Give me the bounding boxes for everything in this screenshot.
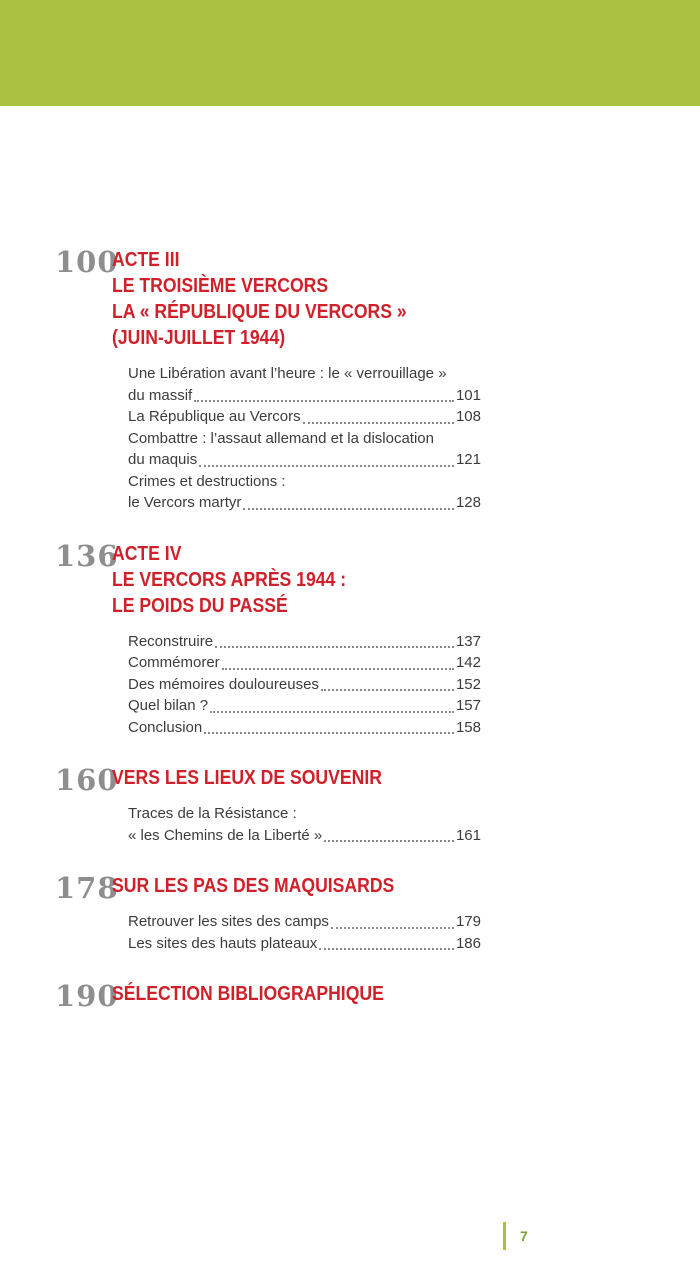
section-start-page: 160: [55, 763, 119, 797]
toc-entry: [128, 406, 481, 428]
section-heading-line: LA « RÉPUBLIQUE DU VERCORS »: [112, 301, 407, 323]
entry-label: Commémorer: [128, 654, 220, 671]
header-green-band: [0, 0, 700, 106]
toc-section: [55, 873, 481, 954]
entry-label: Conclusion: [128, 718, 203, 736]
section-heading: [112, 541, 481, 619]
dot-leader: [303, 422, 454, 424]
entry-page-number: 101: [455, 386, 481, 404]
toc-section: [55, 765, 481, 846]
entry-line: [128, 449, 481, 471]
section-heading-line: LE POIDS DU PASSÉ: [112, 594, 288, 617]
dot-leader: [321, 689, 454, 691]
entry-line: [128, 674, 481, 696]
section-body: [112, 765, 481, 846]
toc-entry: [128, 911, 481, 933]
section-start-page: 136: [55, 538, 119, 573]
page-number: 7: [520, 1228, 528, 1244]
section-heading-line: LE VERCORS APRÈS 1944 :: [112, 568, 347, 591]
section-heading-line: SUR LES PAS DES MAQUISARDS: [112, 875, 395, 897]
section-start-page: 100: [55, 245, 119, 279]
entry-page-number: 157: [455, 697, 481, 714]
dot-leader: [199, 465, 454, 467]
entry-line: [128, 911, 481, 933]
entry-page-number: 137: [455, 632, 481, 650]
toc-entry: [128, 652, 481, 674]
entry-page-number: 142: [455, 654, 481, 671]
toc-entry: [128, 471, 481, 514]
section-start-page: 190: [55, 979, 119, 1013]
entry-label: Retrouver les sites des camps: [128, 913, 329, 930]
entry-label: « les Chemins de la Liberté »: [128, 826, 323, 844]
entry-line: [128, 363, 481, 385]
entry-line: [128, 492, 481, 514]
entry-list: [112, 631, 481, 739]
toc-entry: [128, 803, 481, 846]
entry-line: [128, 717, 481, 739]
entry-line: [128, 803, 481, 825]
section-heading-line: ACTE III: [112, 249, 180, 271]
entry-page-number: 108: [455, 408, 481, 425]
dot-leader: [210, 711, 454, 713]
entry-label: Combattre : l’assaut allemand et la dislocation: [128, 429, 434, 447]
entry-page-number: 161: [455, 826, 481, 844]
entry-line: [128, 933, 481, 955]
entry-line: [128, 406, 481, 428]
section-heading: [112, 981, 481, 1007]
section-heading: [112, 873, 481, 899]
section-heading-line: SÉLECTION BIBLIOGRAPHIQUE: [112, 983, 384, 1005]
footer-green-tick: [503, 1222, 506, 1250]
section-body: [112, 247, 481, 514]
toc-entry: [128, 674, 481, 696]
toc-entry: [128, 363, 481, 406]
entry-label: Reconstruire: [128, 632, 214, 650]
section-heading: [112, 765, 481, 791]
page-footer: [503, 1222, 528, 1250]
entry-line: [128, 825, 481, 847]
toc-entry: [128, 631, 481, 653]
entry-label: Des mémoires douloureuses: [128, 675, 319, 693]
section-heading-line: ACTE IV: [112, 542, 182, 565]
dot-leader: [319, 948, 454, 950]
entry-line: [128, 428, 481, 450]
toc-section: [55, 538, 481, 739]
toc-sections: [55, 247, 481, 1011]
entry-line: [128, 471, 481, 493]
entry-label: le Vercors martyr: [128, 494, 242, 511]
dot-leader: [215, 646, 454, 648]
dot-leader: [204, 732, 454, 734]
entry-list: [112, 911, 481, 954]
section-heading: [112, 247, 481, 351]
section-heading-line: LE TROISIÈME VERCORS: [112, 275, 329, 297]
entry-label: Les sites des hauts plateaux: [128, 934, 318, 952]
entry-list: [112, 803, 481, 846]
table-of-contents: [55, 247, 481, 1038]
entry-page-number: 128: [455, 494, 481, 511]
entry-label: Crimes et destructions :: [128, 472, 286, 490]
entry-page-number: 121: [455, 451, 481, 468]
entry-line: [128, 385, 481, 407]
entry-page-number: 179: [455, 913, 481, 930]
entry-line: [128, 695, 481, 717]
dot-leader: [243, 508, 454, 510]
entry-label: Une Libération avant l’heure : le « verrouillage »: [128, 365, 447, 382]
entry-page-number: 152: [455, 675, 481, 693]
entry-page-number: 158: [455, 718, 481, 736]
entry-label: du massif: [128, 386, 193, 404]
dot-leader: [331, 927, 454, 929]
entry-line: [128, 652, 481, 674]
toc-entry: [128, 428, 481, 471]
entry-label: Traces de la Résistance :: [128, 805, 297, 822]
section-start-page: 178: [55, 871, 119, 905]
entry-label: La République au Vercors: [128, 408, 301, 425]
entry-line: [128, 631, 481, 653]
dot-leader: [324, 840, 454, 842]
dot-leader: [222, 668, 454, 670]
entry-label: Quel bilan ?: [128, 697, 209, 714]
section-body: [112, 873, 481, 954]
entry-page-number: 186: [455, 934, 481, 952]
toc-entry: [128, 717, 481, 739]
section-body: [112, 541, 481, 739]
toc-entry: [128, 933, 481, 955]
entry-list: [112, 363, 481, 514]
toc-section: [55, 247, 481, 514]
toc-entry: [128, 695, 481, 717]
dot-leader: [194, 400, 454, 402]
section-body: [112, 981, 481, 1011]
toc-section: [55, 981, 481, 1011]
section-heading-line: (JUIN-JUILLET 1944): [112, 327, 286, 349]
entry-label: du maquis: [128, 451, 198, 468]
section-heading-line: VERS LES LIEUX DE SOUVENIR: [112, 767, 382, 789]
